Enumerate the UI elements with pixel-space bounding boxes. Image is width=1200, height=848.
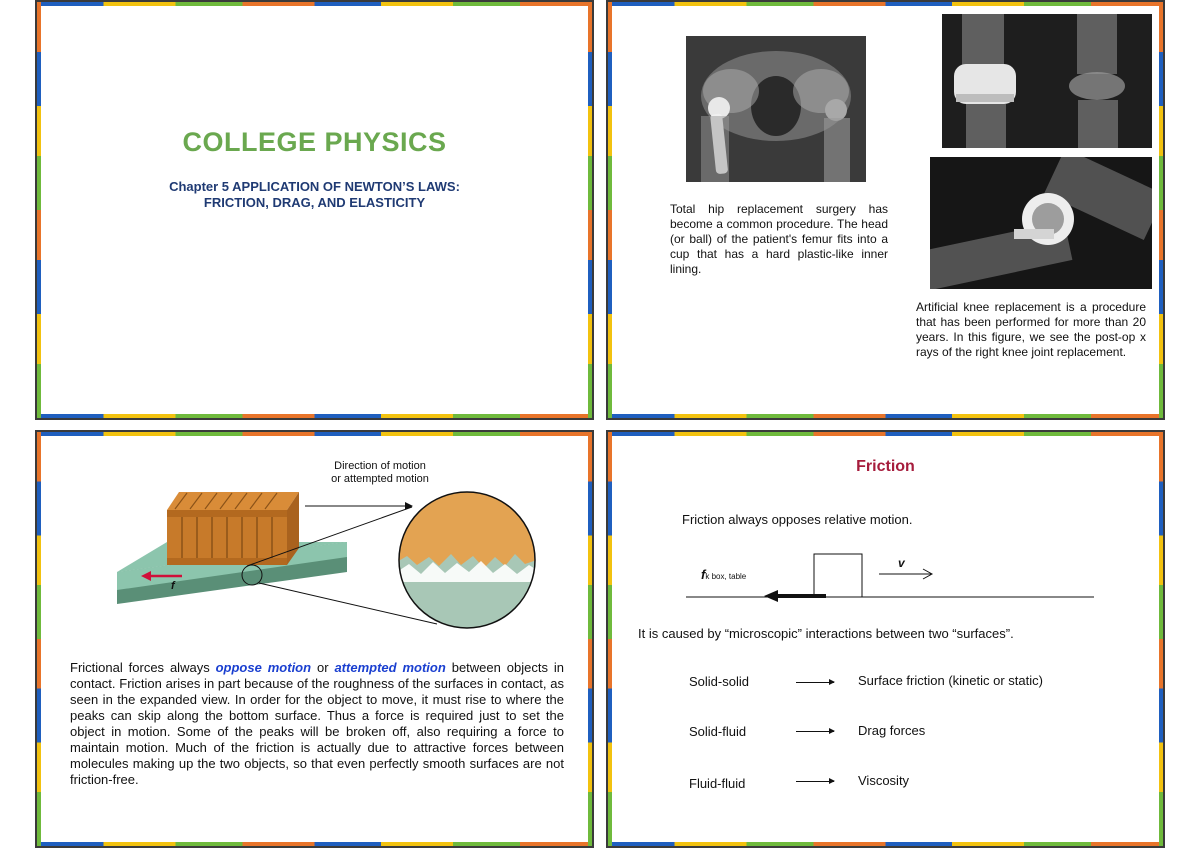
slide-friction-types [606, 430, 1165, 848]
force-subscript: k box, table [705, 572, 747, 581]
direction-label-line2: or attempted motion [331, 473, 429, 485]
friction-title: Friction [856, 458, 915, 475]
hip-xray-drawing [686, 36, 866, 182]
force-label: f [171, 580, 175, 592]
right-arrow-icon [796, 731, 834, 732]
list-item-right: Viscosity [858, 773, 910, 788]
list-item-left: Fluid-fluid [689, 776, 746, 791]
slide-border-right [1159, 432, 1163, 846]
slide-border-top [37, 2, 592, 6]
list-item-left: Solid-fluid [689, 724, 747, 739]
friction-paragraph-start: Frictional forces always [70, 660, 216, 675]
knee-xray-front-image [942, 14, 1152, 148]
velocity-symbol: v [898, 556, 905, 570]
cause-statement: It is caused by “microscopic” interactions between two “surfaces”. [638, 626, 1014, 641]
direction-label-line1: Direction of motion [334, 460, 426, 472]
list-item-right: Surface friction (kinetic or static) [858, 673, 1043, 688]
friction-paragraph-rest: between objects in contact. Friction arises in part because of the roughness of the surfaces in contact, as seen in the expanded view. In order for the object to move, it must rise to where the peaks can skip along the bottom surface. Thus a force is required just to set the object in motion. Some of the peaks will be broken off, also requiring a force to maintain motion. Much of the friction is actually due to attractive forces between molecules making up the two objects, so that even perfectly smooth surfaces are not friction-free. [70, 660, 564, 787]
friction-paragraph [70, 660, 564, 788]
direction-label [315, 460, 445, 486]
hip-xray-image [686, 36, 866, 182]
slide-border-bottom [608, 414, 1163, 418]
slide-border-bottom [608, 842, 1163, 846]
slide-border-bottom [37, 414, 592, 418]
box-on-table-diagram [686, 544, 1096, 604]
friction-statement: Friction always opposes relative motion. [682, 512, 913, 527]
course-title: COLLEGE PHYSICS [182, 127, 447, 157]
force-symbol-label [701, 567, 746, 582]
slide-border-right [1159, 2, 1163, 418]
slide-border-left [608, 432, 612, 846]
oppose-motion-highlight: oppose motion [215, 660, 312, 675]
crate-top [167, 492, 299, 510]
box [814, 554, 862, 597]
knee-xray-front-drawing [942, 14, 1152, 148]
slide-friction-illustration [35, 430, 594, 848]
slide-border-left [608, 2, 612, 418]
friction-paragraph-or: or [311, 660, 335, 675]
hip-caption: Total hip replacement surgery has become a common procedure. The head (or ball) of the patient's femur fits into a cup that has a hard plastic-like inner lining. [670, 202, 888, 276]
list-item-left: Solid-solid [689, 674, 749, 689]
list-item-right: Drag forces [858, 723, 926, 738]
slide-border-top [608, 432, 1163, 436]
knee-xray-side-image [930, 157, 1152, 289]
magnified-surface-view [397, 490, 537, 630]
slide-xrays [606, 0, 1165, 420]
force-symbol: f [701, 567, 706, 582]
right-arrow-icon [796, 682, 834, 683]
slide-title [35, 0, 594, 420]
knee-xray-side-drawing [930, 157, 1152, 289]
knee-caption: Artificial knee replacement is a procedure that has been performed for more than 20 years. In this figure, we see the post-op x rays of the right knee joint replacement. [916, 300, 1146, 359]
chapter-subtitle-line1: Chapter 5 APPLICATION OF NEWTON’S LAWS: [169, 179, 460, 194]
chapter-subtitle-line2: FRICTION, DRAG, AND ELASTICITY [203, 195, 426, 210]
chapter-subtitle [37, 179, 592, 211]
attempted-motion-highlight: attempted motion [334, 660, 446, 675]
slide-border-bottom [37, 842, 592, 846]
right-arrow-icon [796, 781, 834, 782]
slide-border-top [608, 2, 1163, 6]
